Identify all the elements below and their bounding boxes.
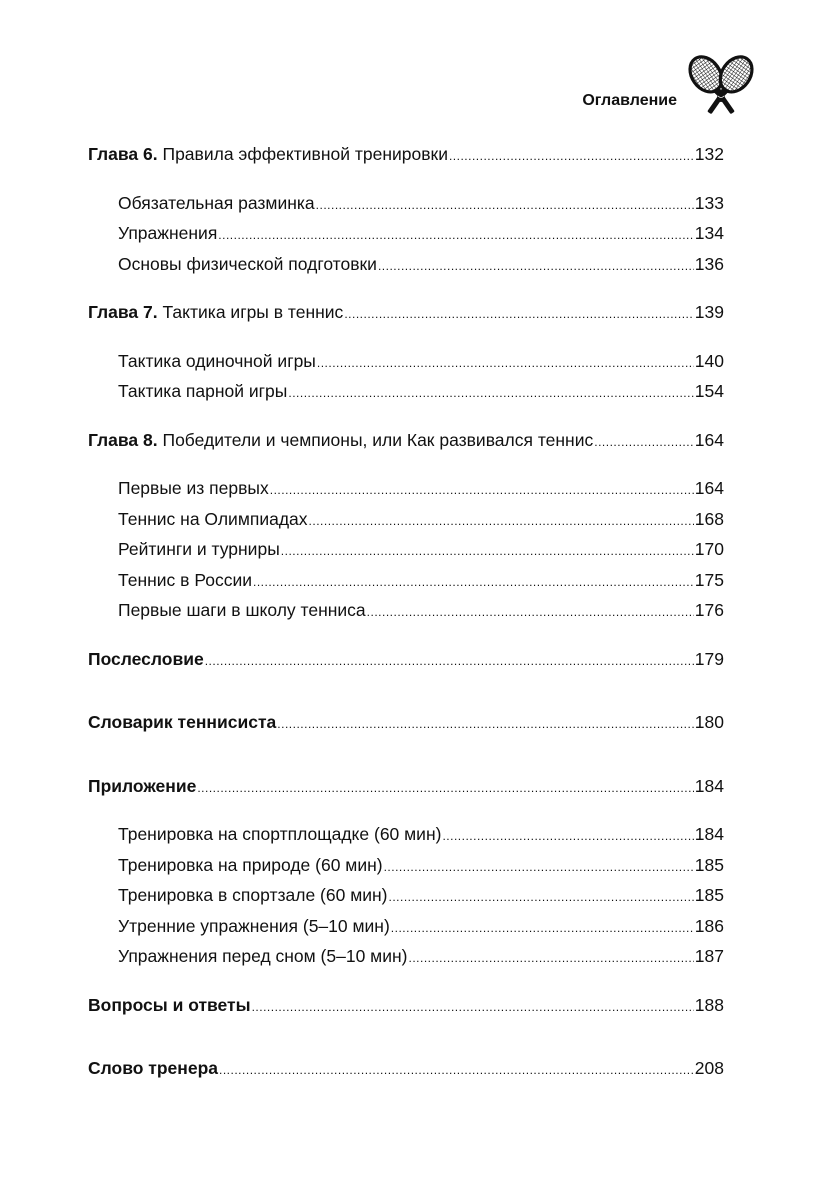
item-title: Тактика одиночной игры	[118, 350, 316, 371]
item-title: Основы физической подготовки	[118, 253, 377, 274]
page-number: 188	[694, 994, 724, 1015]
item-title: Упражнения перед сном (5–10 мин)	[118, 946, 408, 966]
dot-leader	[449, 142, 694, 171]
toc-item[interactable]	[88, 881, 724, 912]
dot-leader	[253, 568, 694, 597]
toc-item[interactable]	[88, 596, 724, 627]
page-number: 208	[694, 1058, 724, 1078]
toc-glossary[interactable]	[88, 708, 724, 739]
item-title: Теннис в России	[118, 569, 253, 590]
item-title: Обязательная разминка	[118, 192, 315, 213]
page-number: 175	[694, 569, 724, 590]
page-number: 154	[694, 381, 724, 401]
page-number: 140	[694, 350, 724, 371]
toc-item[interactable]	[88, 942, 724, 973]
chapter-number: Глава 7.	[88, 302, 158, 322]
dot-leader	[367, 598, 694, 627]
item-title: Теннис на Олимпиадах	[118, 508, 308, 529]
dot-leader	[281, 537, 694, 566]
toc-item[interactable]	[88, 377, 724, 408]
page-number: 168	[694, 508, 724, 529]
dot-leader	[270, 476, 694, 505]
item-title: Словарик теннисиста	[88, 712, 277, 732]
dot-leader	[408, 944, 693, 973]
page-number: 186	[694, 915, 724, 936]
toc-item[interactable]	[88, 820, 724, 851]
toc-item[interactable]	[88, 851, 724, 882]
page-number: 136	[694, 253, 724, 274]
page-number: 170	[694, 539, 724, 559]
page-number: 164	[694, 429, 724, 450]
dot-leader	[378, 252, 694, 281]
chapter-number: Глава 8.	[88, 429, 158, 450]
dot-leader	[288, 379, 693, 408]
item-title: Тактика парной игры	[118, 381, 288, 401]
dot-leader	[197, 774, 693, 803]
toc-coach[interactable]	[88, 1054, 724, 1085]
item-title: Тренировка на природе (60 мин)	[118, 854, 383, 875]
dot-leader	[277, 710, 694, 739]
dot-leader	[205, 647, 694, 676]
toc-appendix[interactable]	[88, 772, 724, 803]
toc-item[interactable]	[88, 250, 724, 281]
page-number: 133	[694, 192, 724, 213]
page-number: 176	[694, 600, 724, 620]
toc-chapter-6[interactable]	[88, 140, 724, 171]
page-number: 187	[694, 946, 724, 966]
table-of-contents	[88, 140, 724, 1085]
page-number: 132	[694, 144, 724, 164]
page-number: 164	[694, 478, 724, 498]
toc-chapter-7[interactable]	[88, 298, 724, 329]
dot-leader	[344, 300, 693, 329]
page-number: 185	[694, 854, 724, 875]
item-title: Упражнения	[118, 223, 218, 243]
page-title: Оглавление	[582, 92, 677, 109]
dot-leader	[252, 993, 694, 1022]
page-number: 134	[694, 223, 724, 243]
toc-qa[interactable]	[88, 991, 724, 1022]
toc-item[interactable]	[88, 505, 724, 536]
dot-leader	[309, 507, 694, 536]
chapter-title: Правила эффективной тренировки	[162, 144, 448, 164]
toc-item[interactable]	[88, 219, 724, 250]
dot-leader	[594, 428, 694, 457]
chapter-title: Тактика игры в теннис	[162, 302, 344, 322]
dot-leader	[219, 1056, 694, 1085]
chapter-title: Победители и чемпионы, или Как развивался теннис	[162, 429, 594, 450]
toc-item[interactable]	[88, 474, 724, 505]
item-title: Тренировка на спортплощадке (60 мин)	[118, 824, 442, 844]
item-title: Приложение	[88, 775, 197, 796]
item-title: Послесловие	[88, 648, 204, 669]
dot-leader	[389, 883, 694, 912]
toc-item[interactable]	[88, 535, 724, 566]
toc-item[interactable]	[88, 189, 724, 220]
page-number: 184	[694, 824, 724, 844]
page-number: 185	[694, 885, 724, 905]
toc-item[interactable]	[88, 912, 724, 943]
toc-afterword[interactable]	[88, 645, 724, 676]
toc-item[interactable]	[88, 347, 724, 378]
item-title: Вопросы и ответы	[88, 994, 251, 1015]
dot-leader	[442, 822, 693, 851]
page-header	[582, 52, 759, 124]
dot-leader	[316, 191, 694, 220]
dot-leader	[384, 853, 694, 882]
dot-leader	[317, 349, 694, 378]
dot-leader	[391, 914, 694, 943]
toc-item[interactable]	[88, 566, 724, 597]
item-title: Первые из первых	[118, 478, 269, 498]
item-title: Рейтинги и турниры	[118, 539, 280, 559]
toc-chapter-8[interactable]	[88, 426, 724, 457]
dot-leader	[218, 221, 694, 250]
page-number: 184	[694, 775, 724, 796]
page-number: 180	[694, 712, 724, 732]
tennis-rackets-icon	[683, 52, 759, 124]
item-title: Первые шаги в школу тенниса	[118, 600, 366, 620]
item-title: Утренние упражнения (5–10 мин)	[118, 915, 390, 936]
item-title: Тренировка в спортзале (60 мин)	[118, 885, 388, 905]
page-number: 139	[694, 302, 724, 322]
chapter-number: Глава 6.	[88, 144, 158, 164]
item-title: Слово тренера	[88, 1058, 219, 1078]
page-number: 179	[694, 648, 724, 669]
